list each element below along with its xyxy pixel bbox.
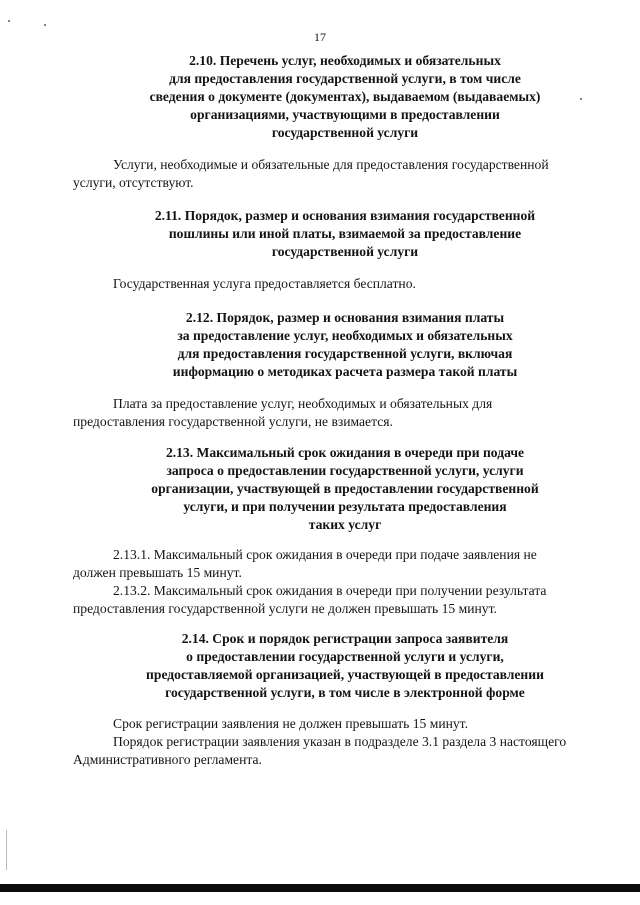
heading-line: услуги, и при получении результата предоставления [183, 499, 507, 514]
section-2-14-paragraph-2 [73, 733, 619, 769]
heading-line: предоставляемой организацией, участвующей в предоставлении [146, 667, 544, 682]
scan-bottom-border [0, 884, 640, 892]
section-2-13-2-paragraph [73, 582, 619, 618]
paragraph-line: 2.13.2. Максимальный срок ожидания в очереди при получении результата [113, 583, 547, 598]
paragraph-line: предоставления государственной услуги, не взимается. [73, 414, 393, 429]
section-2-14-heading [75, 630, 615, 702]
paragraph-line: Услуги, необходимые и обязательные для предоставления государственной [113, 157, 549, 172]
heading-line: сведения о документе (документах), выдаваемом (выдаваемых) [149, 89, 541, 104]
heading-line: 2.12. Порядок, размер и основания взимания платы [185, 310, 505, 325]
section-2-11-heading [75, 207, 615, 261]
paragraph-line: Срок регистрации заявления не должен превышать 15 минут. [113, 716, 468, 731]
section-2-10-paragraph [73, 156, 619, 192]
heading-line: запроса о предоставлении государственной услуги, услуги [166, 463, 524, 478]
section-2-11-paragraph [73, 275, 619, 293]
section-2-10-heading [75, 52, 615, 142]
scan-speck [44, 24, 46, 26]
heading-line: 2.10. Перечень услуг, необходимых и обязательных [189, 53, 501, 68]
paragraph-line: Порядок регистрации заявления указан в подразделе 3.1 раздела 3 настоящего [113, 734, 567, 749]
heading-line: 2.11. Порядок, размер и основания взимания государственной [154, 208, 536, 223]
heading-line: для предоставления государственной услуги, включая [177, 346, 513, 361]
section-2-14-paragraph-1 [73, 715, 619, 733]
section-2-13-1-paragraph [73, 546, 619, 582]
heading-line: государственной услуги, в том числе в электронной форме [165, 685, 525, 700]
page-number: 17 [314, 30, 326, 44]
paragraph-line: 2.13.1. Максимальный срок ожидания в очереди при подаче заявления не [113, 547, 537, 562]
section-2-12-heading [75, 309, 615, 381]
scan-speck [8, 20, 10, 22]
heading-line: государственной услуги [271, 244, 419, 259]
heading-line: 2.13. Максимальный срок ожидания в очереди при подаче [165, 445, 525, 460]
paragraph-line: должен превышать 15 минут. [73, 565, 242, 580]
heading-line: 2.14. Срок и порядок регистрации запроса заявителя [181, 631, 509, 646]
paragraph-line: Административного регламента. [73, 752, 262, 767]
scan-edge-line [6, 830, 7, 870]
scan-speck [580, 98, 582, 100]
heading-line: о предоставлении государственной услуги и услуги, [186, 649, 504, 664]
heading-line: организациями, участвующими в предоставлении [190, 107, 500, 122]
section-2-12-paragraph [73, 395, 619, 431]
paragraph-line: предоставления государственной услуги не должен превышать 15 минут. [73, 601, 497, 616]
paragraph-line: Государственная услуга предоставляется бесплатно. [113, 276, 416, 291]
heading-line: таких услуг [308, 517, 382, 532]
heading-line: государственной услуги [271, 125, 419, 140]
heading-line: для предоставления государственной услуги, в том числе [169, 71, 521, 86]
heading-line: пошлины или иной платы, взимаемой за предоставление [168, 226, 522, 241]
section-2-13-heading [75, 444, 615, 534]
paragraph-line: услуги, отсутствуют. [73, 175, 194, 190]
heading-line: за предоставление услуг, необходимых и обязательных [177, 328, 513, 343]
heading-line: информацию о методиках расчета размера такой платы [172, 364, 518, 379]
paragraph-line: Плата за предоставление услуг, необходимых и обязательных для [113, 396, 493, 411]
heading-line: организации, участвующей в предоставлении государственной [151, 481, 539, 496]
